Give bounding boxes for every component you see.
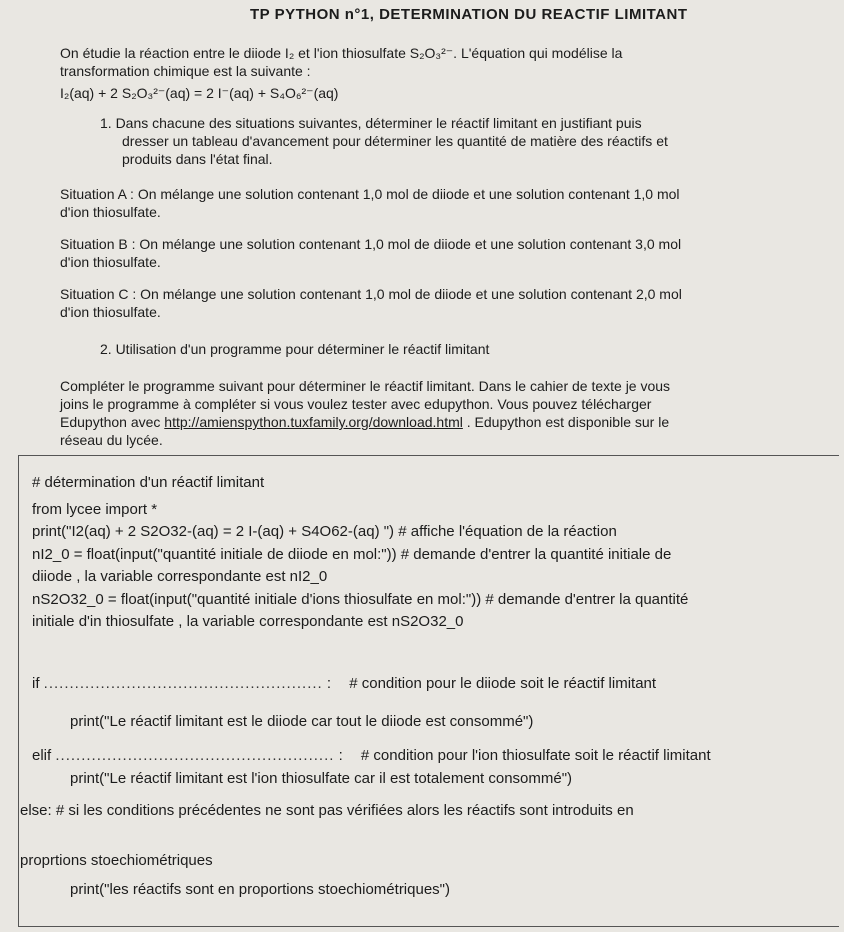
instructions-line-4: réseau du lycée. <box>60 432 163 448</box>
instructions-line-2: joins le programme à compléter si vous voulez tester avec edupython. Vous pouvez télécharger <box>60 396 652 412</box>
code-elif-line <box>32 746 711 766</box>
situation-a-line-2: d'ion thiosulfate. <box>60 204 161 220</box>
code-import: from lycee import * <box>32 501 158 518</box>
code-ns-line-1: nS2O32_0 = float(input("quantité initiale d'ions thiosulfate en mol:")) # demande d'entrer la quantité <box>32 591 689 608</box>
page-title: TP PYTHON n°1, DETERMINATION DU REACTIF LIMITANT <box>250 6 688 23</box>
reaction-equation: I₂(aq) + 2 S₂O₃²⁻(aq) = 2 I⁻(aq) + S₄O₆²⁻(aq) <box>60 85 339 101</box>
instructions-line-3 <box>60 413 669 431</box>
code-else-line: else: # si les conditions précédentes ne sont pas vérifiées alors les réactifs sont introduits en <box>20 802 634 819</box>
instructions-line-1: Compléter le programme suivant pour déterminer le réactif limitant. Dans le cahier de texte je vous <box>60 378 671 394</box>
question-2: 2. Utilisation d'un programme pour déterminer le réactif limitant <box>100 341 490 357</box>
instructions-text-before-link: Edupython avec <box>60 414 165 430</box>
instructions-text-after-link: . Edupython est disponible sur le <box>462 414 670 430</box>
code-if-line <box>32 674 656 694</box>
code-print-elif: print("Le réactif limitant est l'ion thiosulfate car il est totalement consommé") <box>70 770 573 787</box>
if-comment: # condition pour le diiode soit le réactif limitant <box>349 675 657 692</box>
question-1-line-2: dresser un tableau d'avancement pour déterminer les quantité de matière des réactifs et <box>122 133 668 149</box>
code-print-equation: print("I2(aq) + 2 S2O32-(aq) = 2 I-(aq) + S4O62-(aq) ") # affiche l'équation de la réaction <box>32 523 617 540</box>
code-ni2-line-2: diiode , la variable correspondante est nI2_0 <box>32 568 328 585</box>
code-print-else: print("les réactifs sont en proportions stoechiométriques") <box>70 881 450 898</box>
code-ns-line-2: initiale d'in thiosulfate , la variable correspondante est nS2O32_0 <box>32 613 464 630</box>
code-print-if: print("Le réactif limitant est le diiode car tout le diiode est consommé") <box>70 713 534 730</box>
situation-a-line-1: Situation A : On mélange une solution contenant 1,0 mol de diiode et une solution contenant 1,0 mol <box>60 186 680 202</box>
question-1-line-3: produits dans l'état final. <box>122 151 273 167</box>
if-colon: : <box>326 675 332 692</box>
code-comment: # détermination d'un réactif limitant <box>32 474 265 491</box>
download-link[interactable]: http://amienspython.tuxfamily.org/download.html <box>164 414 463 430</box>
intro-line-1: On étudie la réaction entre le diiode I₂ et l'ion thiosulfate S₂O₃²⁻. L'équation qui modélise la <box>60 45 623 61</box>
code-else-continuation: proprtions stoechiométriques <box>20 852 213 869</box>
situation-c-line-1: Situation C : On mélange une solution contenant 1,0 mol de diiode et une solution contenant 2,0 mol <box>60 286 682 302</box>
intro-line-2: transformation chimique est la suivante : <box>60 63 311 79</box>
situation-b-line-2: d'ion thiosulfate. <box>60 254 161 270</box>
elif-colon: : <box>338 747 343 764</box>
question-1-line-1: 1. Dans chacune des situations suivantes, déterminer le réactif limitant en justifiant puis <box>100 115 642 131</box>
elif-condition-blank[interactable]: ...................................................... <box>55 747 335 764</box>
situation-c-line-2: d'ion thiosulfate. <box>60 304 161 320</box>
if-condition-blank[interactable]: ...................................................... <box>43 675 323 692</box>
code-ni2-line-1: nI2_0 = float(input("quantité initiale de diiode en mol:")) # demande d'entrer la quantité initiale de <box>32 546 672 563</box>
if-keyword: if <box>32 675 40 692</box>
elif-comment: # condition pour l'ion thiosulfate soit le réactif limitant <box>360 747 711 764</box>
elif-keyword: elif <box>32 747 52 764</box>
situation-b-line-1: Situation B : On mélange une solution contenant 1,0 mol de diiode et une solution contenant 3,0 mol <box>60 236 682 252</box>
